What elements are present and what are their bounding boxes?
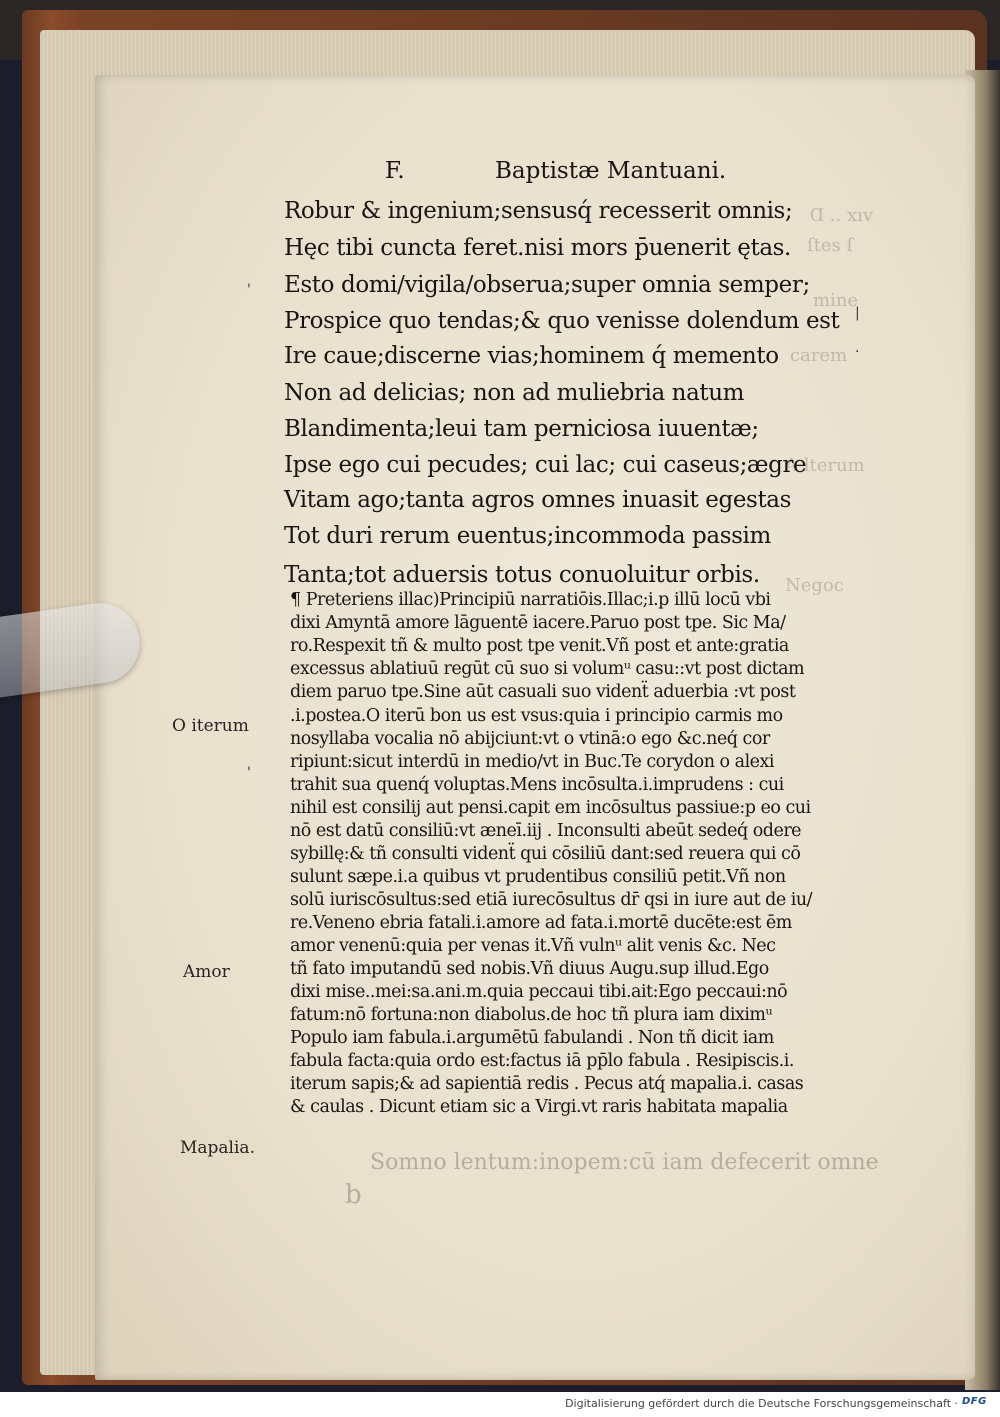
printed-page: Ɑ .. xıv ſtes ſ mine carem A lterum Negoc bbox=[95, 75, 975, 1380]
verse-line: Tanta;tot aduersis totus conuoluitur orbis. bbox=[284, 562, 760, 588]
commentary-line: sulunt sæpe.i.a quibus vt prudentibus consiliū petit.Vñ non bbox=[290, 867, 786, 887]
margin-tick: ' bbox=[247, 765, 251, 781]
funding-credit: Digitalisierung gefördert durch die Deutsche Forschungsgemeinschaft · bbox=[565, 1397, 958, 1410]
commentary-line: fabula facta:quia ordo est:factus iā pp̄lo fabula . Resipiscis.i. bbox=[290, 1051, 794, 1071]
verse-line: Tot duri rerum euentus;incommoda passim bbox=[284, 523, 771, 549]
commentary-line: fatum:nō fortuna:non diabolus.de hoc tñ plura iam diximᵘ bbox=[290, 1005, 772, 1025]
commentary-line: trahit sua quenq́ voluptas.Mens incōsulta.i.imprudens : cui bbox=[290, 775, 784, 795]
margin-note-o-iterum: O iterum bbox=[172, 716, 249, 736]
verse-line: Vitam ago;tanta agros omnes inuasit egestas bbox=[284, 487, 792, 513]
commentary-line: Populo iam fabula.i.argumētū fabulandi . Non tñ dicit iam bbox=[290, 1028, 774, 1048]
commentary-line: nō est datū consiliū:vt æneī.iij . Inconsulti abeūt sedeq́ odere bbox=[290, 821, 802, 841]
commentary-line: ripiunt:sicut interdū in medio/vt in Buc.Te corydon o alexi bbox=[290, 752, 774, 772]
dfg-logo: DFG bbox=[962, 1396, 987, 1407]
running-title: Baptistæ Mantuani. bbox=[495, 158, 727, 184]
commentary-line: tñ fato imputandū sed nobis.Vñ diuus Augu.sup illud.Ego bbox=[290, 959, 769, 979]
commentary-line: diem paruo tpe.Sine aūt casuali suo videnẗ aduerbia :vt post bbox=[290, 682, 796, 702]
commentary-line: amor venenū:quia per venas it.Vñ vulnᵘ alit venis &c. Nec bbox=[290, 936, 776, 956]
verse-line: Esto domi/vigila/obserua;super omnia semper; bbox=[284, 272, 810, 298]
verse-line: Ipse ego cui pecudes; cui lac; cui caseus;ægre bbox=[284, 452, 807, 478]
commentary-line: dixi mise..mei:sa.ani.m.quia peccaui tibi.ait:Ego peccaui:nō bbox=[290, 982, 788, 1002]
commentary-line: dixi Amyntā amore lāguentē iacere.Paruo post tpe. Sic Ma/ bbox=[290, 613, 786, 633]
commentary-line: nosyllaba vocalia nō abijciunt:vt o vtinā:o ego &c.neq́ cor bbox=[290, 729, 770, 749]
margin-note-mapalia: Mapalia. bbox=[180, 1138, 255, 1158]
commentary-line: .i.postea.O iterū bon us est vsus:quia i principio carmis mo bbox=[290, 706, 783, 726]
margin-tick: | bbox=[855, 305, 860, 321]
verse-line: Blandimenta;leui tam perniciosa iuuentæ; bbox=[284, 416, 759, 442]
commentary-line: nihil est consilij aut pensi.capit em incōsultus passiue:p eo cui bbox=[290, 798, 811, 818]
commentary-line: iterum sapis;& ad sapientiā redis . Pecus atq́ mapalia.i. casas bbox=[290, 1074, 804, 1094]
verse-line: Hęc tibi cuncta feret.nisi mors p̄uenerit ętas. bbox=[284, 235, 791, 261]
margin-note-amor: Amor bbox=[183, 962, 230, 982]
verse-line: Non ad delicias; non ad muliebria natum bbox=[284, 380, 745, 406]
commentary-line: sybillę:& tñ consulti videnẗ qui cōsiliū dant:sed reuera qui cō bbox=[290, 844, 801, 864]
signature-mark: F. bbox=[385, 158, 405, 184]
commentary-line: ¶ Preteriens illac)Principiū narratiōis.Illac;i.p illū locū vbi bbox=[290, 590, 771, 610]
commentary-line: ro.Respexit tñ & multo post tpe venit.Vñ post et ante:gratia bbox=[290, 636, 789, 656]
commentary-line: excessus ablatiuū regūt cū suo si volumᵘ casu::vt post dictam bbox=[290, 659, 805, 679]
bleed-through-signature: b bbox=[345, 1180, 362, 1210]
margin-tick: ' bbox=[247, 282, 251, 298]
footer-bar bbox=[0, 1392, 1000, 1417]
verse-line: Ire caue;discerne vias;hominem q́ memento bbox=[284, 343, 779, 369]
commentary-line: re.Veneno ebria fatali.i.amore ad fata.i.mortē ducēte:est ēm bbox=[290, 913, 792, 933]
bleed-through-text: Somno lentum:inopem:cū iam defecerit omne bbox=[370, 1150, 879, 1175]
margin-tick: . bbox=[855, 340, 860, 356]
commentary-line: solū iuriscōsultus:sed etiā iurecōsultus dr̄ qsi in iure aut de iu/ bbox=[290, 890, 813, 910]
verse-line: Prospice quo tendas;& quo venisse dolendum est bbox=[284, 308, 840, 334]
verse-line: Robur & ingenium;sensusq́ recesserit omnis; bbox=[284, 198, 793, 224]
commentary-line: & caulas . Dicunt etiam sic a Virgi.vt raris habitata mapalia bbox=[290, 1097, 788, 1117]
